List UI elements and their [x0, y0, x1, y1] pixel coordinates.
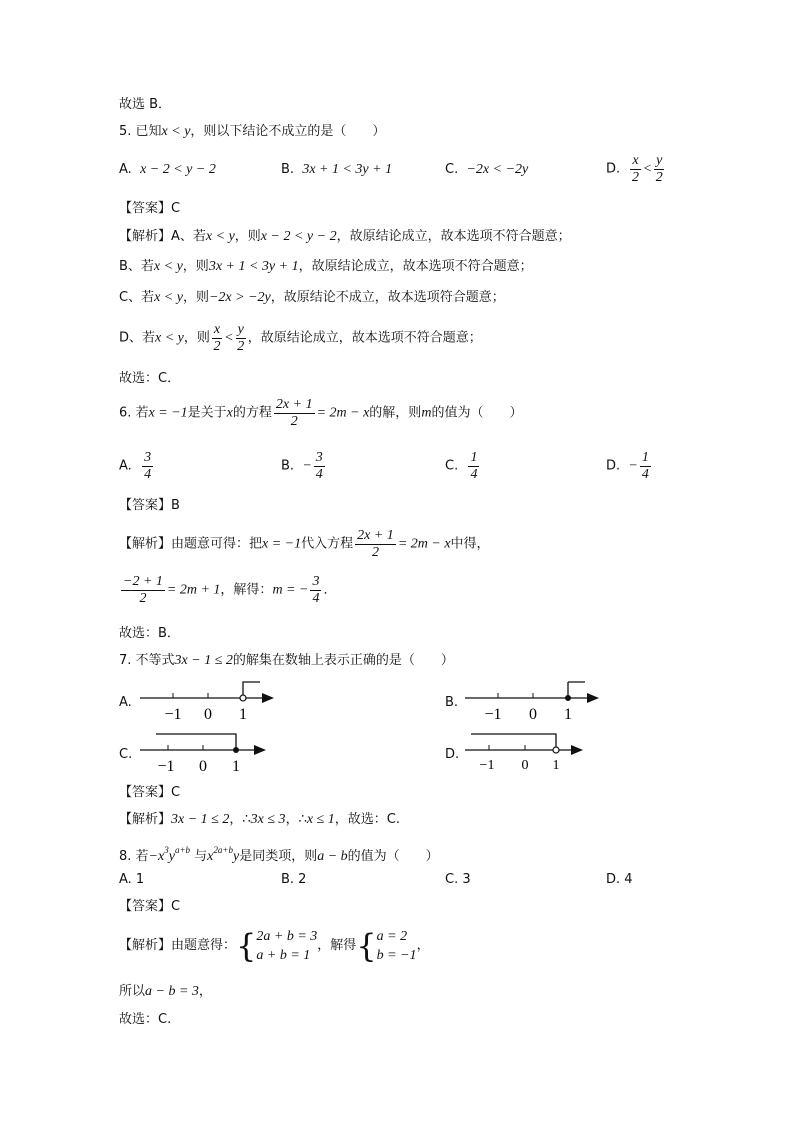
q7-option-c-label: C. [119, 747, 133, 762]
q6-option-d: D. − $\frac{1}{4}$ [606, 450, 649, 482]
q5-answer: 【答案】C [119, 201, 181, 216]
tick-label: 1 [239, 706, 247, 723]
q8-conclusion: 故选：C. [119, 1012, 172, 1027]
q7-option-c-number-line [138, 730, 270, 776]
q8-option-b: B. 2 [281, 872, 307, 887]
tick-label: −1 [157, 758, 175, 775]
q8-analysis-line2: 所以a − b = 3， [119, 984, 212, 999]
q5-stem: 5. 已知x < y，则以下结论不成立的是（ ） [119, 124, 386, 139]
q6-option-a: A. $\frac{3}{4}$ [119, 450, 152, 482]
q6-option-c: C. $\frac{1}{4}$ [445, 450, 478, 482]
tick-label: −1 [164, 706, 182, 723]
q7-analysis: 【解析】3x − 1 ≤ 2，∴3x ≤ 3，∴x ≤ 1，故选：C. [119, 812, 400, 827]
q7-stem: 7. 不等式3x − 1 ≤ 2的解集在数轴上表示正确的是（ ） [119, 653, 454, 668]
q8-option-a: A. 1 [119, 872, 145, 887]
q5-analysis-b: B、若x < y，则3x + 1 < 3y + 1，故原结论成立，故本选项不符合题意； [119, 259, 533, 274]
q6-answer: 【答案】B [119, 498, 180, 513]
q5-option-a: A. x − 2 < y − 2 [119, 162, 216, 177]
equation-system-2: a = 2 b = −1 [376, 929, 417, 963]
tick-label: −1 [484, 706, 502, 723]
q8-option-d: D. 4 [606, 872, 633, 887]
q6-option-b: B. − $\frac{3}{4}$ [281, 450, 323, 482]
q8-answer: 【答案】C [119, 899, 181, 914]
q8-stem: 8. 若$-x^3y^{a+b}$ 与$x^{2a+b}y$是同类项，则a − b的值为（ ） [119, 845, 439, 864]
tick-label: 1 [552, 758, 560, 773]
tick-label: 1 [564, 706, 572, 723]
q5-analysis-c: C、若x < y，则−2x > −2y，故原结论不成立，故本选项符合题意； [119, 290, 505, 305]
q6-stem: 6. 若x = −1是关于x的方程 $\frac{2x + 1}{2}$ = 2m − x的解，则m的值为（ ） [119, 397, 523, 429]
q7-option-b-label: B. [445, 695, 459, 710]
q5-analysis-a: 【解析】A、若x < y，则x − 2 < y − 2，故原结论成立，故本选项不符合题意； [119, 229, 571, 244]
q5-conclusion: 故选：C． [119, 371, 181, 386]
q8-option-c: C. 3 [445, 872, 471, 887]
q8-analysis-line1: 【解析】由题意得：{ 2a + b = 3 a + b = 1 ，解得{ a = 2 b = −1 ， [119, 927, 430, 965]
left-brace-icon: { [356, 927, 377, 965]
tick-label: −1 [479, 758, 495, 773]
q7-option-a-number-line [138, 678, 278, 724]
q7-option-d-number-line [463, 730, 587, 776]
q7-option-b-number-line [463, 678, 603, 724]
q5-option-c: C. −2x < −2y [445, 162, 529, 177]
q6-analysis-line1: 【解析】由题意可得：把x = −1代入方程 $\frac{2x + 1}{2}$ = 2m − x中得， [119, 528, 490, 560]
tick-label: 0 [204, 706, 212, 723]
q6-analysis-line2: $\frac{-2 + 1}{2}$ = 2m + 1，解得：m = − $\frac{3}{4}$ ． [123, 574, 337, 606]
q7-option-a-label: A. [119, 695, 132, 710]
q5-analysis-d: D、若x < y，则 $\frac{x}{2}$ < $\frac{y}{2}$ ，故原结论成立，故本选项不符合题意； [119, 322, 482, 354]
q5-option-b: B. 3x + 1 < 3y + 1 [281, 162, 393, 177]
tick-label: 0 [529, 706, 537, 723]
q7-answer: 【答案】C [119, 785, 181, 800]
q6-conclusion: 故选：B． [119, 626, 180, 641]
left-brace-icon: { [236, 927, 257, 965]
tick-label: 1 [232, 758, 240, 775]
tick-label: 0 [199, 758, 207, 775]
tick-label: 0 [521, 758, 529, 773]
q5-option-d: D. $\frac{x}{2}$ < $\frac{y}{2}$ [606, 153, 663, 185]
equation-system-1: 2a + b = 3 a + b = 1 [256, 929, 318, 963]
previous-conclusion: 故选 B． [119, 97, 172, 112]
q7-option-d-label: D. [445, 747, 460, 762]
